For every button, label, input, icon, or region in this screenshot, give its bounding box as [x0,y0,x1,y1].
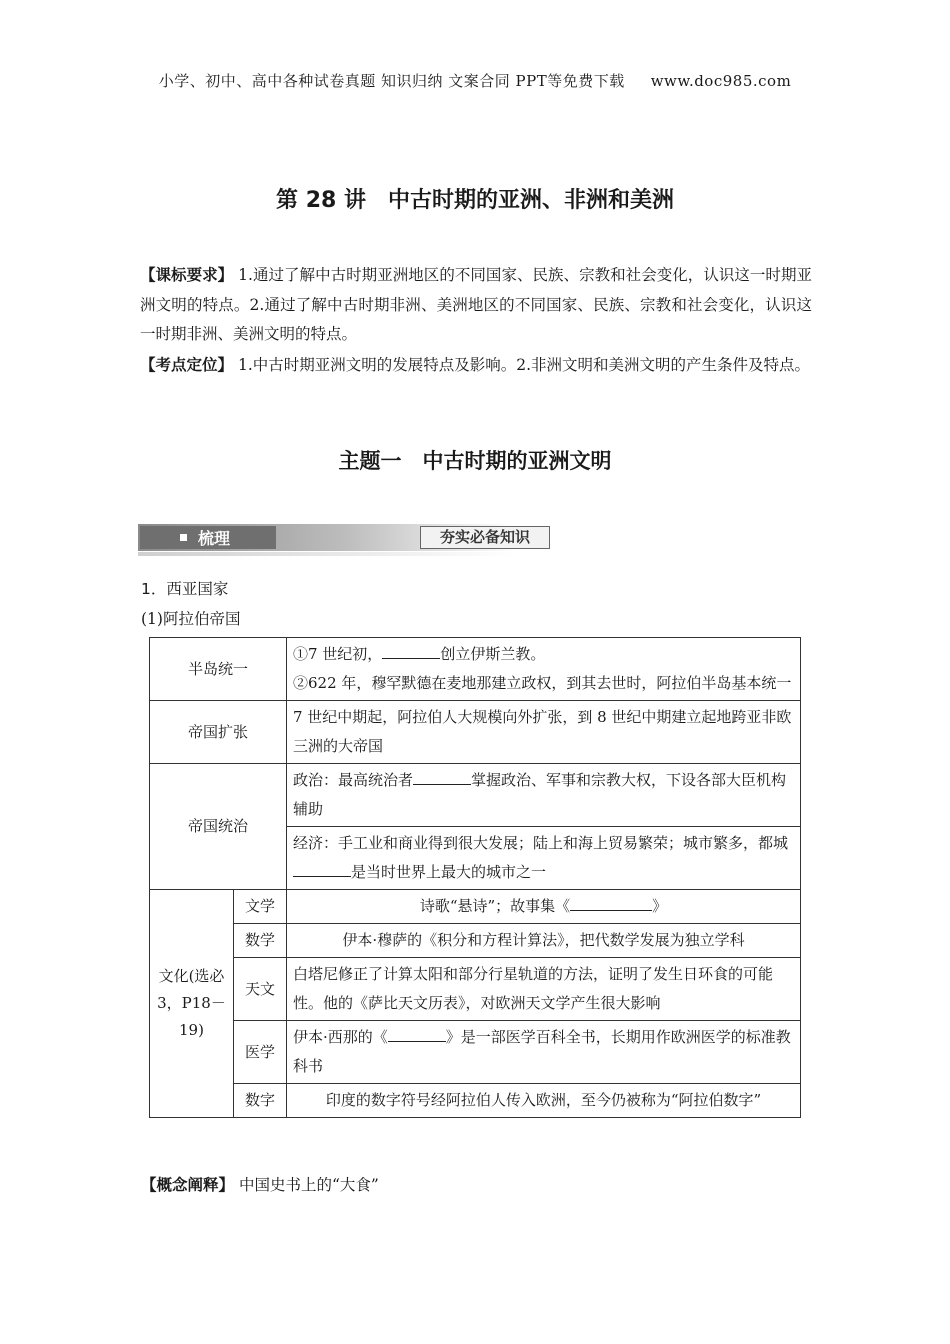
cell-economy [287,827,801,890]
banner-box: 夯实必备知识 [420,526,550,549]
culture-sub-label: 天文 [234,958,287,1021]
row-label-unify: 半岛统一 [150,638,287,701]
curriculum-requirements [140,261,812,350]
subsection-heading: (1)阿拉伯帝国 [141,610,241,628]
unify-line1-post: 创立伊斯兰教。 [440,645,546,663]
requirements-text: 1.通过了解中古时期亚洲地区的不同国家、民族、宗教和社会变化，认识这一时期亚洲文明的特点。2.通过了解中古时期非洲、美洲地区的不同国家、民族、宗教和社会变化，认识这一时期非洲、美洲文明的特点。 [140,266,812,343]
table-row [150,890,801,924]
cell-astronomy: 白塔尼修正了计算太阳和部分行星轨道的方法，证明了发生日环食的可能性。他的《萨比天文历表》，对欧洲天文学产生很大影响 [287,958,801,1021]
unify-line2: ②622 年，穆罕默德在麦地那建立政权，到其去世时，阿拉伯半岛基本统一 [293,674,792,692]
concept-tag: 【概念阐释】 [141,1176,235,1194]
medicine-pre: 伊本·西那的《 [293,1028,388,1046]
medicine-post: 》是一部医学百科全书，长期用作欧洲医学的标准教科书 [293,1028,791,1075]
cell-medicine [287,1021,801,1084]
table-row [150,1084,801,1118]
arab-empire-table [149,637,801,1118]
section-banner [138,524,530,556]
table-row [150,958,801,1021]
table-row [150,764,801,827]
page-header [0,70,950,91]
lecture-title: 第 28 讲 中古时期的亚洲、非洲和美洲 [276,188,674,213]
literature-pre: 诗歌“悬诗”；故事集《 [419,897,571,915]
economy-pre: 经济：手工业和商业得到很大发展；陆上和海上贸易繁荣；城市繁多，都城 [293,834,789,852]
banner-shadow [138,552,516,556]
row-label-expand: 帝国扩张 [150,701,287,764]
row-label-rule: 帝国统治 [150,764,287,890]
table-row [150,1021,801,1084]
concept-text: 中国史书上的“大食” [238,1176,379,1194]
row-label-culture: 文化(选必 3，P18－19) [150,890,234,1118]
table-row [150,701,801,764]
square-bullet-icon [180,534,187,541]
table-row [150,638,801,701]
section-heading: 1．西亚国家 [141,580,229,598]
literature-post: 》 [652,897,668,915]
fill-blank[interactable] [570,894,652,911]
fill-blank[interactable] [388,1025,446,1042]
politics-post: 掌握政治、军事和宗教大权，下设各部大臣机构辅助 [293,771,787,818]
cell-politics [287,764,801,827]
cell-math: 伊本·穆萨的《积分和方程计算法》，把代数学发展为独立学科 [287,924,801,958]
culture-sub-label: 医学 [234,1021,287,1084]
requirements-tag: 【课标要求】 [140,266,234,284]
banner-label: 梳理 [198,529,231,548]
culture-sub-label: 数字 [234,1084,287,1118]
cell-unify [287,638,801,701]
unify-line1-pre: ①7 世纪初， [293,645,383,663]
cell-literature [287,890,801,924]
table-row [150,924,801,958]
politics-pre: 政治：最高统治者 [293,771,414,789]
header-site-link[interactable]: www.doc985.com [650,72,792,90]
header-text: 小学、初中、高中各种试卷真题 知识归纳 文案合同 PPT等免费下载 [158,72,625,90]
cell-numerals: 印度的数字符号经阿拉伯人传入欧洲，至今仍被称为“阿拉伯数字” [287,1084,801,1118]
unify-line1 [293,640,794,669]
cell-expand: 7 世纪中期起，阿拉伯人大规模向外扩张，到 8 世纪中期建立起地跨亚非欧三洲的大帝国 [287,701,801,764]
exam-positioning [140,351,812,381]
fill-blank[interactable] [413,768,471,785]
topic-title: 主题一 中古时期的亚洲文明 [338,449,612,473]
culture-sub-label: 数学 [234,924,287,958]
concept-explanation [141,1173,379,1195]
positioning-text: 1.中古时期亚洲文明的发展特点及影响。2.非洲文明和美洲文明的产生条件及特点。 [237,356,811,374]
culture-sub-label: 文学 [234,890,287,924]
positioning-tag: 【考点定位】 [140,356,234,374]
fill-blank[interactable] [382,642,440,659]
fill-blank[interactable] [293,860,351,877]
economy-post: 是当时世界上最大的城市之一 [351,863,547,881]
